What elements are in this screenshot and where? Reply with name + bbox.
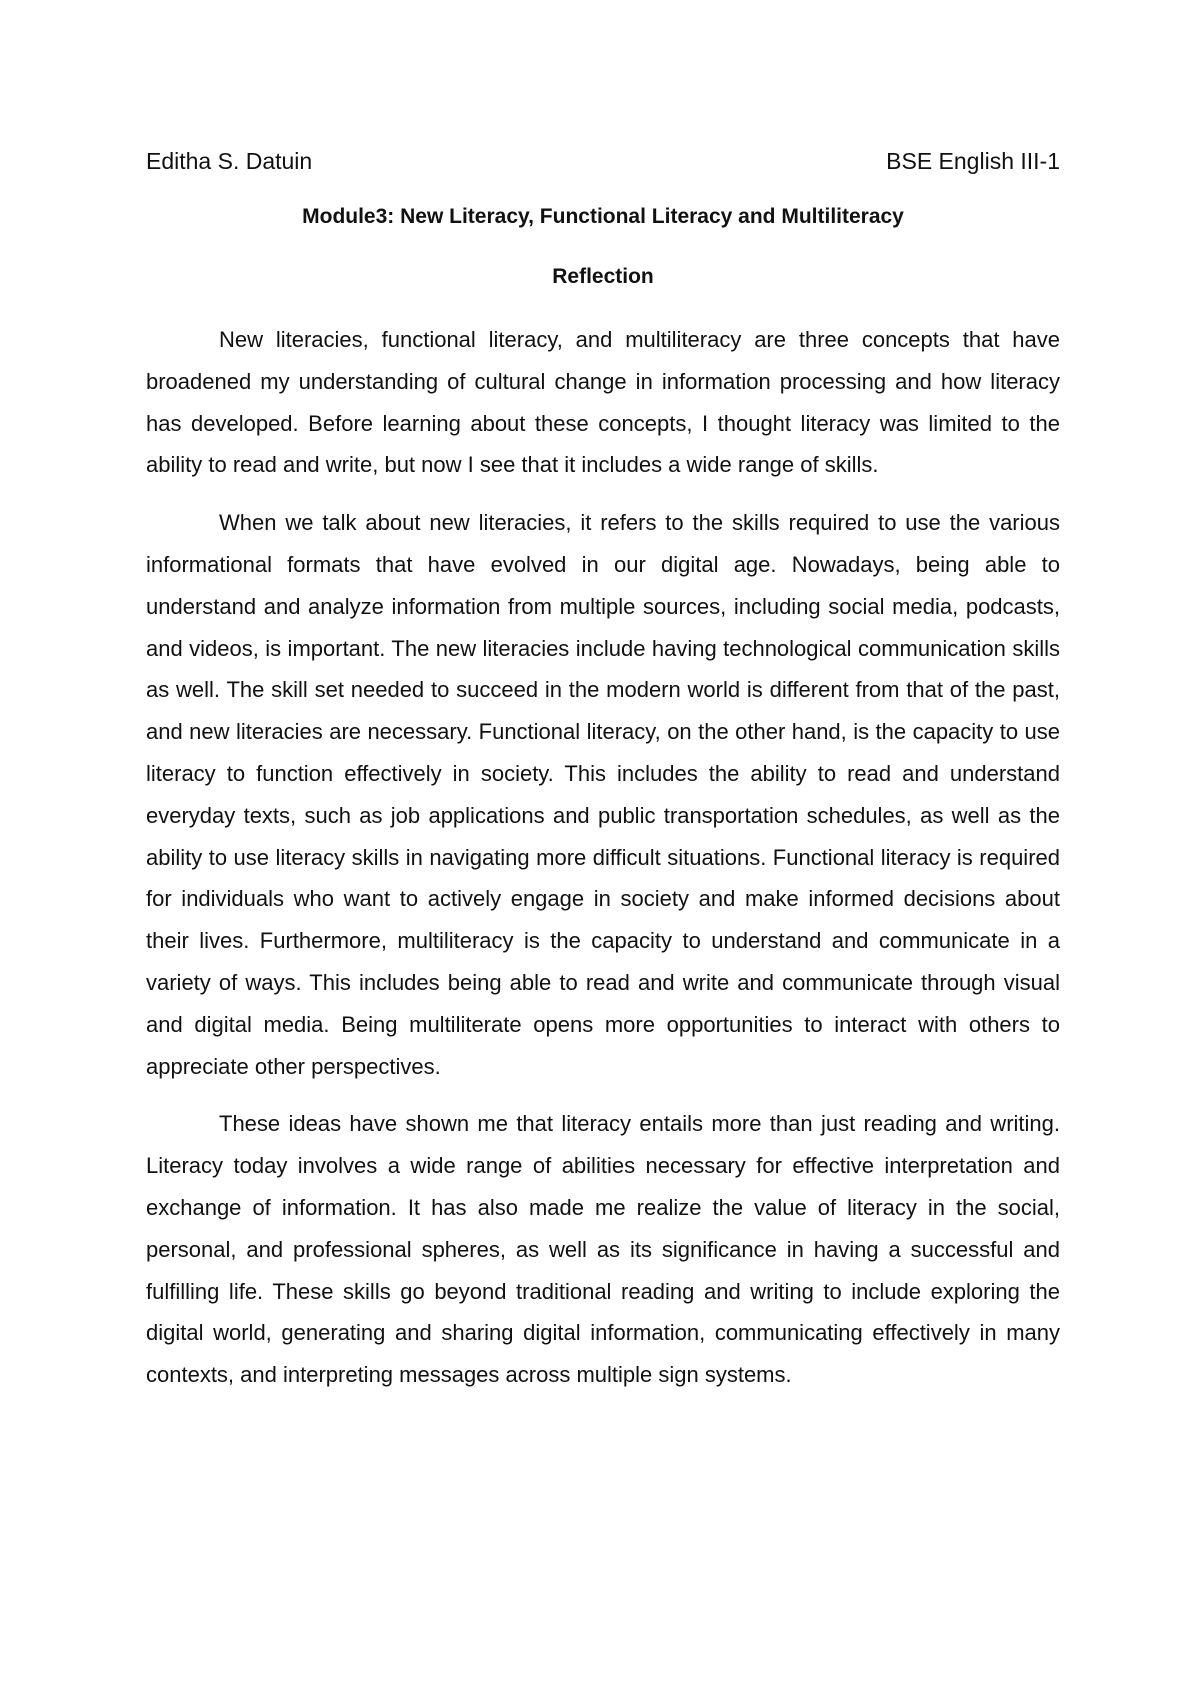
paragraph-3: These ideas have shown me that literacy entails more than just reading and writing. Literacy today involves a wide range of abilities necessary for effective interpretation and exchange of information. It has also made me realize the value of literacy in the social, personal, and professional spheres, as well as its significance in having a successful and fulfilling life. These skills go beyond traditional reading and writing to include exploring the digital world, generating and sharing digital information, communicating effectively in many contexts, and interpreting messages across multiple sign systems. [146,1111,1060,1388]
document-title: Module3: New Literacy, Functional Literacy and Multiliteracy [302,205,904,228]
document-header [146,146,1060,176]
course-section: BSE English III-1 [886,148,1060,174]
document-subtitle: Reflection [552,265,654,288]
document-body [146,319,1060,1396]
paragraph-2: When we talk about new literacies, it refers to the skills required to use the various informational formats that have evolved in our digital age. Nowadays, being able to understand and analyze information from multiple sources, including social media, podcasts, and videos, is important. The new literacies include having technological communication skills as well. The skill set needed to succeed in the modern world is different from that of the past, and new literacies are necessary. Functional literacy, on the other hand, is the capacity to use literacy to function effectively in society. This includes the ability to read and understand everyday texts, such as job applications and public transportation schedules, as well as the ability to use literacy skills in navigating more difficult situations. Functional literacy is required for individuals who want to actively engage in society and make informed decisions about their lives. Furthermore, multiliteracy is the capacity to understand and communicate in a variety of ways. This includes being able to read and write and communicate through visual and digital media. Being multiliterate opens more opportunities to interact with others to appreciate other perspectives. [146,510,1060,1079]
paragraph-1: New literacies, functional literacy, and multiliteracy are three concepts that have broadened my understanding of cultural change in information processing and how literacy has developed. Before learning about these concepts, I thought literacy was limited to the ability to read and write, but now I see that it includes a wide range of skills. [146,327,1060,478]
author-name: Editha S. Datuin [146,148,313,174]
